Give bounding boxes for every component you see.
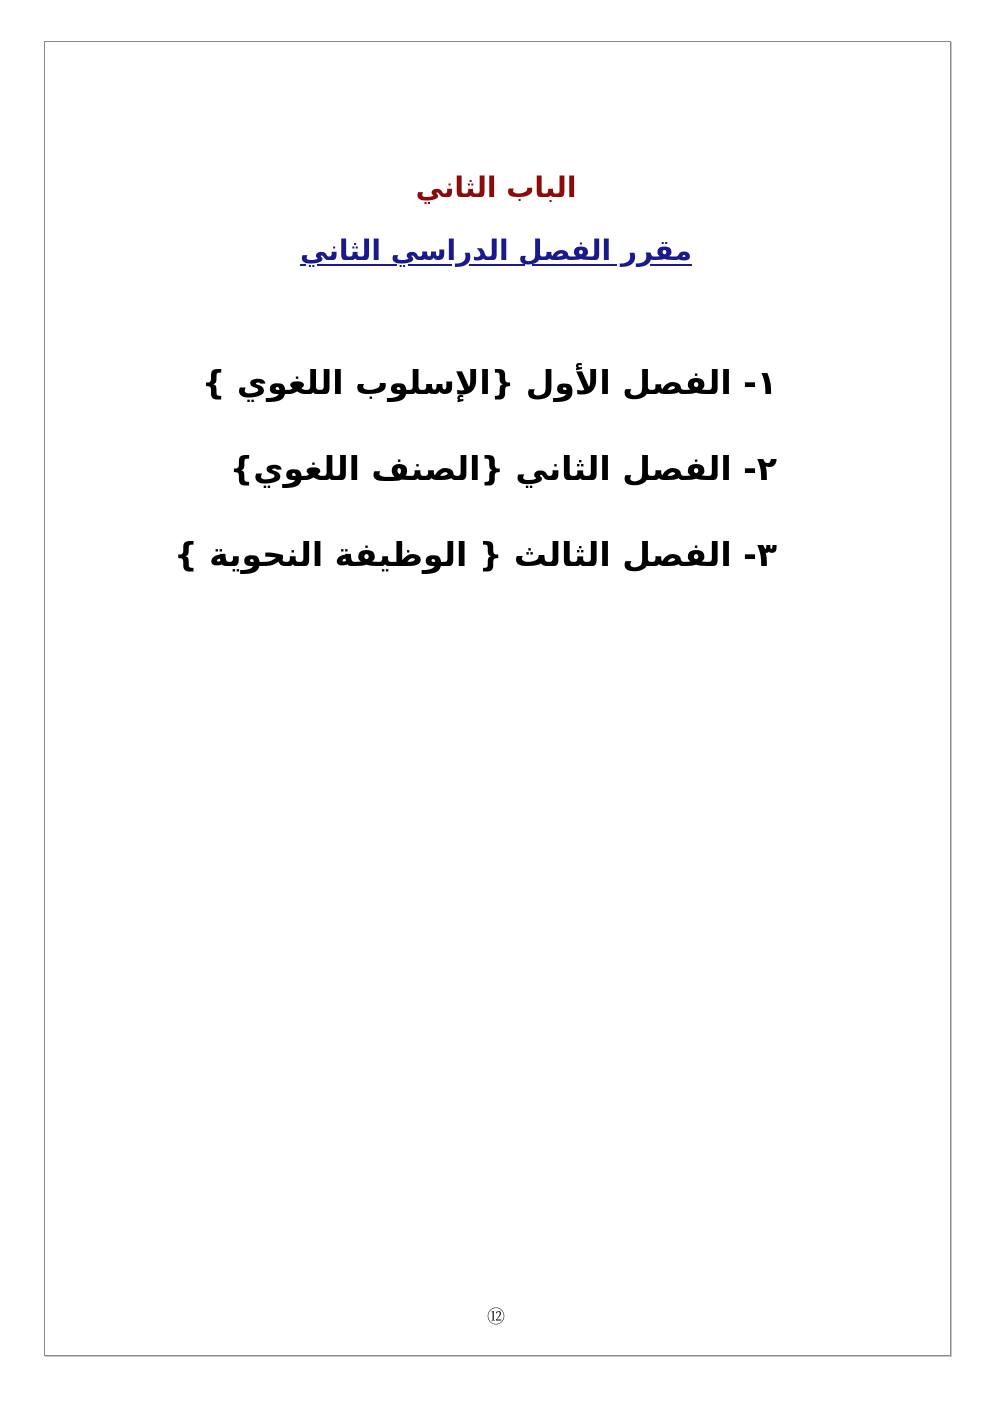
chapter-title: الباب الثاني	[415, 171, 577, 204]
chapter-item-1: ١- الفصل الأول {الإسلوب اللغوي }	[201, 363, 777, 402]
course-subtitle: مقرر الفصل الدراسي الثاني	[300, 234, 692, 267]
chapter-item-3: ٣- الفصل الثالث { الوظيفة النحوية }	[174, 535, 777, 574]
chapter-list	[174, 350, 777, 608]
chapter-item-2: ٢- الفصل الثاني {الصنف اللغوي}	[229, 449, 777, 488]
page-number: ⑫	[487, 1307, 505, 1328]
